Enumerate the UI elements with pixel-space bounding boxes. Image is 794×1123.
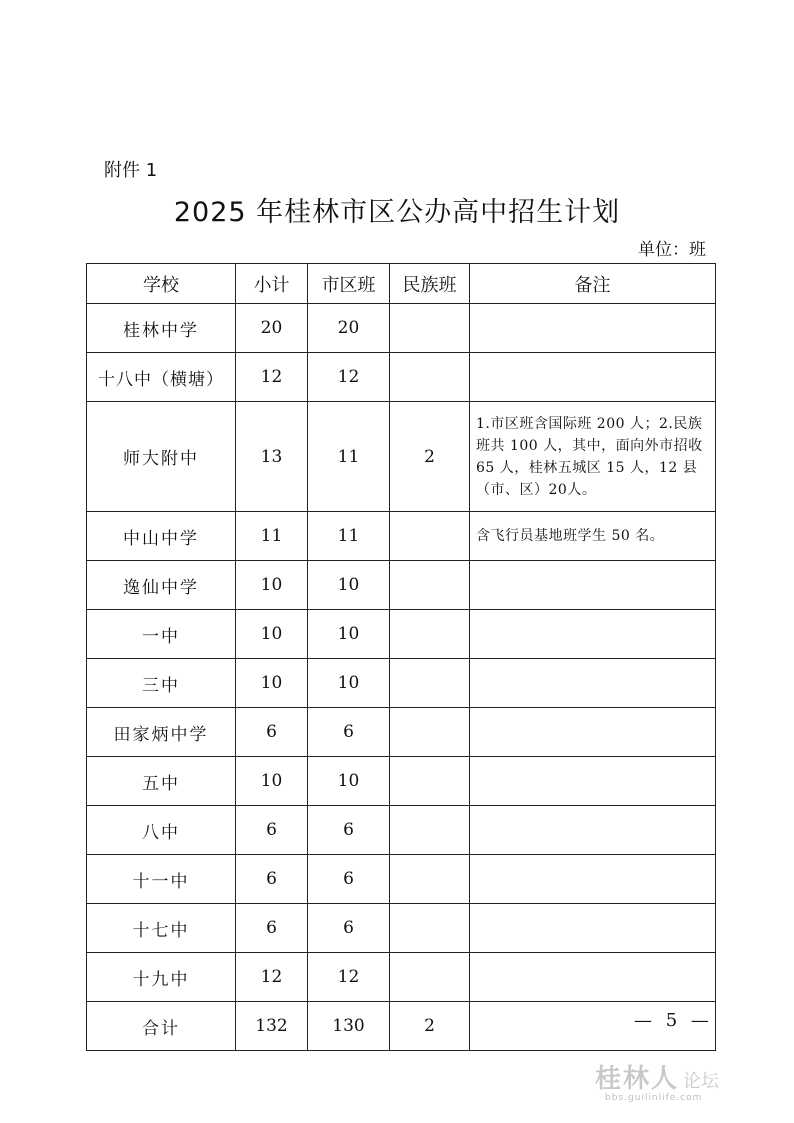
cell-urban: 6 (308, 855, 390, 904)
unit-label: 单位：班 (638, 240, 706, 260)
cell-subtotal: 10 (236, 561, 308, 610)
cell-school: 一中 (87, 610, 236, 659)
cell-school: 逸仙中学 (87, 561, 236, 610)
cell-ethnic (390, 659, 470, 708)
cell-urban: 11 (308, 512, 390, 561)
header-school: 学校 (87, 264, 236, 304)
cell-ethnic (390, 708, 470, 757)
header-urban: 市区班 (308, 264, 390, 304)
cell-school: 十七中 (87, 904, 236, 953)
cell-notes: 含飞行员基地班学生 50 名。 (470, 512, 716, 561)
table-total-row (87, 1002, 716, 1051)
cell-ethnic (390, 353, 470, 402)
header-ethnic: 民族班 (390, 264, 470, 304)
cell-subtotal: 6 (236, 708, 308, 757)
cell-school: 八中 (87, 806, 236, 855)
cell-urban: 10 (308, 659, 390, 708)
table-row (87, 353, 716, 402)
cell-notes (470, 953, 716, 1002)
cell-urban: 20 (308, 304, 390, 353)
cell-total-subtotal: 132 (236, 1002, 308, 1051)
cell-notes (470, 353, 716, 402)
cell-school: 十九中 (87, 953, 236, 1002)
cell-ethnic (390, 904, 470, 953)
cell-school: 十一中 (87, 855, 236, 904)
page-title: 2025 年桂林市区公办高中招生计划 (173, 197, 621, 228)
cell-urban: 6 (308, 904, 390, 953)
page-number: — 5 — (634, 1010, 713, 1031)
cell-school: 师大附中 (87, 402, 236, 512)
cell-urban: 6 (308, 708, 390, 757)
cell-notes (470, 806, 716, 855)
cell-ethnic (390, 512, 470, 561)
cell-ethnic: 2 (390, 402, 470, 512)
table-row (87, 610, 716, 659)
cell-notes (470, 304, 716, 353)
cell-total-label: 合计 (87, 1002, 236, 1051)
table-row (87, 806, 716, 855)
cell-subtotal: 6 (236, 806, 308, 855)
cell-subtotal: 6 (236, 904, 308, 953)
cell-urban: 11 (308, 402, 390, 512)
cell-urban: 10 (308, 561, 390, 610)
cell-urban: 10 (308, 757, 390, 806)
cell-subtotal: 10 (236, 610, 308, 659)
table-row (87, 304, 716, 353)
cell-total-ethnic: 2 (390, 1002, 470, 1051)
cell-subtotal: 10 (236, 659, 308, 708)
cell-school: 中山中学 (87, 512, 236, 561)
cell-urban: 12 (308, 353, 390, 402)
cell-subtotal: 6 (236, 855, 308, 904)
table-row (87, 402, 716, 512)
watermark-url: bbs.guilinlife.com (605, 1093, 703, 1103)
cell-subtotal: 10 (236, 757, 308, 806)
cell-notes (470, 610, 716, 659)
cell-school: 桂林中学 (87, 304, 236, 353)
cell-subtotal: 13 (236, 402, 308, 512)
cell-notes (470, 708, 716, 757)
enrollment-plan-table (86, 263, 716, 1051)
table-row (87, 659, 716, 708)
table-row (87, 757, 716, 806)
cell-ethnic (390, 806, 470, 855)
cell-urban: 12 (308, 953, 390, 1002)
cell-ethnic (390, 610, 470, 659)
cell-school: 五中 (87, 757, 236, 806)
cell-urban: 6 (308, 806, 390, 855)
cell-subtotal: 20 (236, 304, 308, 353)
table-row (87, 953, 716, 1002)
cell-notes (470, 855, 716, 904)
watermark-sub: 论坛 (683, 1071, 720, 1092)
cell-ethnic (390, 304, 470, 353)
cell-notes (470, 904, 716, 953)
table-row (87, 904, 716, 953)
cell-notes (470, 757, 716, 806)
table-row (87, 855, 716, 904)
cell-notes (470, 659, 716, 708)
cell-subtotal: 12 (236, 953, 308, 1002)
cell-school: 三中 (87, 659, 236, 708)
cell-school: 田家炳中学 (87, 708, 236, 757)
table-row (87, 512, 716, 561)
cell-subtotal: 12 (236, 353, 308, 402)
cell-ethnic (390, 561, 470, 610)
table-row (87, 561, 716, 610)
header-notes: 备注 (470, 264, 716, 304)
cell-notes: 1.市区班含国际班 200 人；2.民族班共 100 人，其中，面向外市招收 65 人，桂林五城区 15 人，12 县（市、区）20人。 (470, 402, 716, 512)
cell-subtotal: 11 (236, 512, 308, 561)
cell-ethnic (390, 757, 470, 806)
cell-total-urban: 130 (308, 1002, 390, 1051)
cell-school: 十八中（横塘） (87, 353, 236, 402)
cell-urban: 10 (308, 610, 390, 659)
watermark-logo (595, 1058, 719, 1103)
attachment-label: 附件 1 (104, 160, 158, 181)
cell-notes (470, 561, 716, 610)
watermark-main: 桂林人 (595, 1064, 680, 1094)
cell-ethnic (390, 855, 470, 904)
table-row (87, 708, 716, 757)
cell-ethnic (390, 953, 470, 1002)
header-subtotal: 小计 (236, 264, 308, 304)
table-header-row (87, 264, 716, 304)
